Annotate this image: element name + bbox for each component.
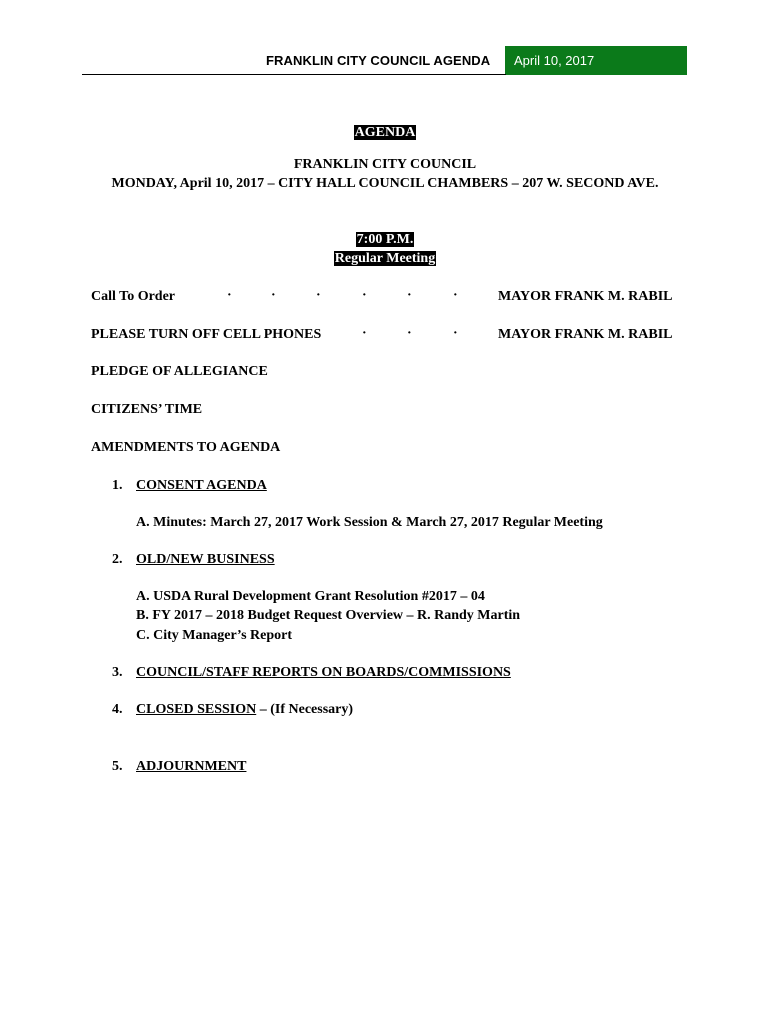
cell-phones-notice: PLEASE TURN OFF CELL PHONES xyxy=(91,327,322,342)
section-4-note: – (If Necessary) xyxy=(256,702,354,717)
leader-dot: · xyxy=(362,326,367,341)
section-4-row xyxy=(136,702,353,718)
agenda-heading xyxy=(0,125,770,141)
section-2-item-b: B. FY 2017 – 2018 Budget Request Overview – R. Randy Martin xyxy=(136,608,521,623)
section-5-title: ADJOURNMENT xyxy=(136,759,247,774)
leader-dot: · xyxy=(407,288,412,303)
leader-dot: · xyxy=(407,326,412,341)
meeting-details: MONDAY, April 10, 2017 – CITY HALL COUNCIL CHAMBERS – 207 W. SECOND AVE. xyxy=(111,176,659,191)
header-date-badge: April 10, 2017 xyxy=(505,46,687,75)
document-header-title: FRANKLIN CITY COUNCIL AGENDA xyxy=(266,53,491,68)
section-2-title: OLD/NEW BUSINESS xyxy=(136,552,275,567)
council-name: FRANKLIN CITY COUNCIL xyxy=(293,157,477,172)
section-5-number: 5. xyxy=(112,759,123,774)
meeting-time-row xyxy=(0,232,770,248)
amendments-to-agenda: AMENDMENTS TO AGENDA xyxy=(91,440,281,455)
cell-phones-presenter: MAYOR FRANK M. RABIL xyxy=(498,327,673,342)
leader-dot: · xyxy=(316,288,321,303)
header-divider xyxy=(82,74,506,75)
leader-dot: · xyxy=(227,288,232,303)
meeting-type-row xyxy=(0,251,770,267)
section-2-number: 2. xyxy=(112,552,123,567)
citizens-time: CITIZENS’ TIME xyxy=(91,402,203,417)
section-1-item-a: A. Minutes: March 27, 2017 Work Session & March 27, 2017 Regular Meeting xyxy=(136,515,603,530)
call-to-order-presenter: MAYOR FRANK M. RABIL xyxy=(498,289,673,304)
call-to-order: Call To Order xyxy=(91,289,176,304)
agenda-title: AGENDA xyxy=(354,125,416,140)
section-3-number: 3. xyxy=(112,665,123,680)
section-4-title: CLOSED SESSION xyxy=(136,702,257,717)
section-2-item-a: A. USDA Rural Development Grant Resolution #2017 – 04 xyxy=(136,589,485,604)
leader-dot: · xyxy=(362,288,367,303)
meeting-type: Regular Meeting xyxy=(334,251,436,266)
leader-dot: · xyxy=(453,326,458,341)
meeting-time: 7:00 P.M. xyxy=(356,232,414,247)
section-4-number: 4. xyxy=(112,702,123,717)
section-2-item-c: C. City Manager’s Report xyxy=(136,628,293,643)
section-1-number: 1. xyxy=(112,478,123,493)
section-3-title: COUNCIL/STAFF REPORTS ON BOARDS/COMMISSIONS xyxy=(136,665,511,680)
pledge-of-allegiance: PLEDGE OF ALLEGIANCE xyxy=(91,364,268,379)
leader-dot: · xyxy=(453,288,458,303)
section-1-title: CONSENT AGENDA xyxy=(136,478,267,493)
leader-dot: · xyxy=(271,288,276,303)
